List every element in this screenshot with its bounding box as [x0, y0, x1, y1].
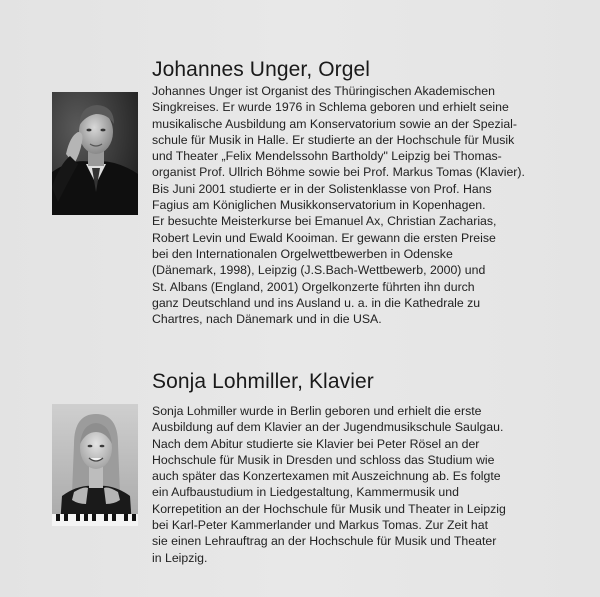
bio-line: bei den Internationalen Orgelwettbewerben in Odenske: [152, 246, 453, 261]
bio-line: (Dänemark, 1998), Leipzig (J.S.Bach-Wettbewerb, 2000) und: [152, 263, 486, 278]
bio-line: sie einen Lehrauftrag an der Hochschule für Musik und Theater: [152, 534, 497, 549]
bio-line: in Leipzig.: [152, 550, 208, 565]
bio-line: St. Albans (England, 2001) Orgelkonzerte führten ihn durch: [152, 279, 475, 294]
bio-line: Singkreises. Er wurde 1976 in Schlema geboren und erhielt seine: [152, 100, 509, 115]
bio-line: auch später das Konzertexamen mit Auszeichnung ab. Es folgte: [152, 469, 501, 484]
artist-biography: [152, 83, 572, 327]
bio-line: Johannes Unger ist Organist des Thüringischen Akademischen: [152, 84, 495, 98]
bio-line: organist Prof. Ullrich Böhme sowie bei Prof. Markus Tomas (Klavier).: [152, 165, 525, 180]
artist-heading: Sonja Lohmiller, Klavier: [152, 370, 374, 393]
bio-line: musikalische Ausbildung am Konservatorium sowie an der Spezial-: [152, 116, 517, 131]
bio-line: Robert Levin und Ewald Kooiman. Er gewann die ersten Preise: [152, 230, 496, 245]
portrait-photo-icon: [52, 404, 138, 526]
bio-line: bei Karl-Peter Kammerlander und Markus Tomas. Zur Zeit hat: [152, 518, 489, 533]
bio-line: Fagius am Königlichen Musikkonservatorium in Kopenhagen.: [152, 198, 486, 213]
bio-line: und Theater „Felix Mendelssohn Bartholdy" Leipzig bei Thomas-: [152, 149, 502, 164]
bio-line: schule für Musik in Halle. Er studierte an der Hochschule für Musik: [152, 132, 515, 147]
bio-line: ganz Deutschland und ins Ausland u. a. in die Kathedrale zu: [152, 295, 481, 310]
bio-line: ein Aufbaustudium in Liedgestaltung, Kammermusik und: [152, 485, 459, 500]
artist-biography: [152, 403, 572, 566]
bio-line: Sonja Lohmiller wurde in Berlin geboren und erhielt die erste: [152, 404, 482, 418]
bio-line: Bis Juni 2001 studierte er in der Solistenklasse von Prof. Hans: [152, 181, 492, 196]
bio-line: Nach dem Abitur studierte sie Klavier bei Peter Rösel an der: [152, 436, 480, 451]
bio-line: Chartres, nach Dänemark und in die USA.: [152, 312, 382, 327]
portrait-photo-icon: [52, 92, 138, 215]
bio-line: Korrepetition an der Hochschule für Musik und Theater in Leipzig: [152, 501, 506, 516]
bio-line: Ausbildung auf dem Klavier an der Jugendmusikschule Saulgau.: [152, 420, 504, 435]
bio-line: Er besuchte Meisterkurse bei Emanuel Ax, Christian Zacharias,: [152, 214, 497, 229]
bio-line: Hochschule für Musik in Dresden und schloss das Studium wie: [152, 452, 495, 467]
artist-heading: Johannes Unger, Orgel: [152, 58, 371, 81]
